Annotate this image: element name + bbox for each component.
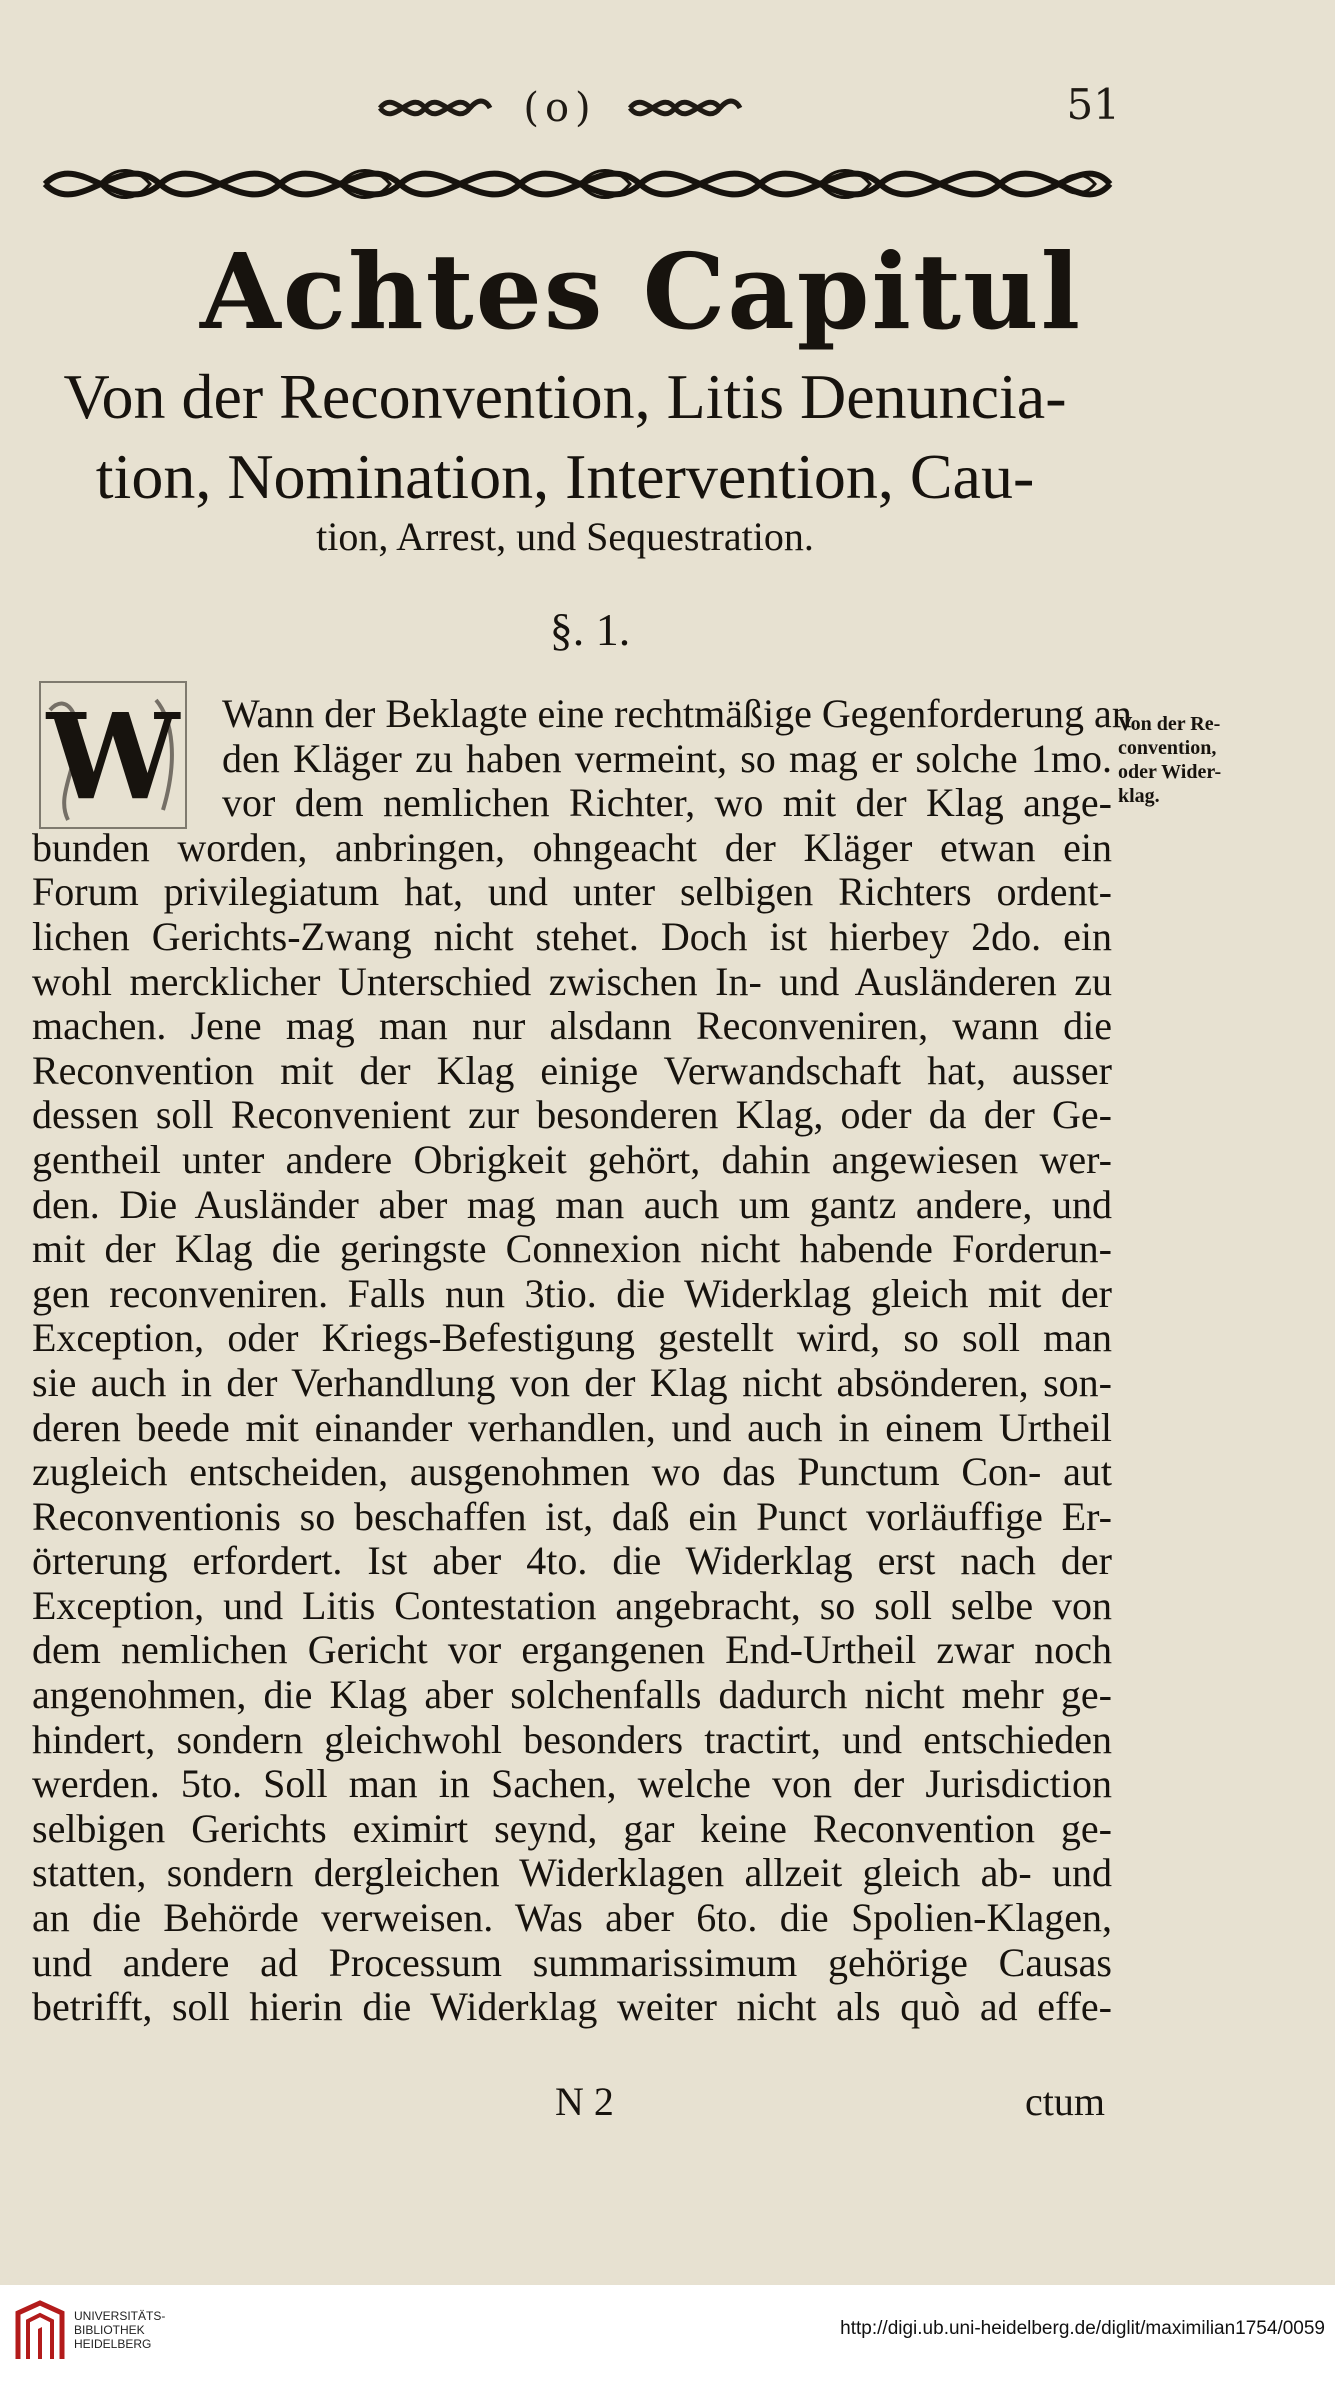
body-line: wohl mercklicher Unterschied zwischen In- und Ausländeren zu — [32, 958, 1112, 1004]
body-line: Exception, und Litis Contestation angebracht, so soll selbe von — [32, 1582, 1112, 1628]
body-line: dem nemlichen Gericht vor ergangenen End-Urtheil zwar noch — [32, 1627, 1112, 1673]
body-line: Exception, oder Kriegs-Befestigung gestellt wird, so soll man — [32, 1315, 1112, 1361]
body-line: örterung erfordert. Ist aber 4to. die Widerklag erst nach der — [32, 1538, 1112, 1584]
body-line: hindert, sondern gleichwohl besonders tractirt, und entschieden — [32, 1716, 1112, 1762]
body-line: vor dem nemlichen Richter, wo mit der Klag ange- — [222, 780, 1112, 826]
body-line: bunden worden, anbringen, ohngeacht der Kläger etwan ein — [32, 824, 1112, 870]
chapter-subtitle-line: tion, Nomination, Intervention, Cau- — [95, 441, 1035, 512]
chapter-subtitle-line: tion, Arrest, und Sequestration. — [316, 514, 814, 559]
margin-note-line: convention, — [1118, 737, 1217, 759]
margin-note — [1118, 712, 1268, 808]
body-line: betrifft, soll hierin die Widerklag weiter nicht als quò ad effe- — [32, 1984, 1112, 2030]
ornamental-band — [40, 148, 1115, 220]
body-line: statten, sondern dergleichen Widerklagen allzeit gleich ab- und — [32, 1850, 1112, 1896]
left-head-ornament — [375, 88, 495, 128]
library-name-line: UNIVERSITÄTS- — [74, 2309, 166, 2323]
running-head-mark: (o) — [523, 85, 597, 131]
body-line: werden. 5to. Soll man in Sachen, welche von der Jurisdiction — [32, 1761, 1112, 1807]
body-line: sie auch in der Verhandlung von der Klag nicht absönderen, son- — [32, 1359, 1112, 1405]
page-bottom-marks — [0, 2078, 1335, 2128]
section-mark: §. 1. — [549, 604, 631, 655]
source-url[interactable]: http://digi.ub.uni-heidelberg.de/diglit/maximilian1754/0059 — [840, 2318, 1325, 2339]
signature-mark: N 2 — [555, 2079, 614, 2124]
page-number: 51 — [1066, 80, 1120, 129]
chapter-subtitle-line: Von der Reconvention, Litis Denuncia- — [63, 361, 1067, 432]
body-line: selbigen Gerichts eximirt seynd, gar keine Reconvention ge- — [32, 1805, 1112, 1851]
body-text — [32, 691, 1132, 2030]
body-line: dessen soll Reconvenient zur besonderen Klag, oder da der Ge- — [32, 1092, 1112, 1138]
body-line: gen reconveniren. Falls nun 3tio. die Widerklag gleich mit der — [32, 1270, 1112, 1316]
body-line: zugleich entscheiden, ausgenohmen wo das Punctum Con- aut — [32, 1449, 1112, 1495]
body-line: den. Die Ausländer aber mag man auch um gantz andere, und — [32, 1181, 1112, 1227]
body-line: Reconvention mit der Klag einige Verwandschaft hat, ausser — [32, 1047, 1112, 1093]
library-logo-icon — [12, 2299, 68, 2365]
body-line: Wann der Beklagte eine rechtmäßige Gegenforderung an — [222, 691, 1132, 736]
body-line: den Kläger zu haben vermeint, so mag er solche 1mo. — [222, 735, 1112, 781]
library-name-line: HEIDELBERG — [74, 2337, 152, 2351]
margin-note-line: oder Wider- — [1118, 761, 1222, 783]
body-line: gentheil unter andere Obrigkeit gehört, dahin angewiesen wer- — [32, 1136, 1112, 1182]
body-line: lichen Gerichts-Zwang nicht stehet. Doch ist hierbey 2do. ein — [32, 913, 1112, 959]
running-head — [300, 78, 820, 138]
library-name-line: BIBLIOTHEK — [74, 2323, 145, 2337]
library-name — [74, 2309, 274, 2351]
body-line: mit der Klag die geringste Connexion nicht habende Forderun- — [32, 1226, 1112, 1272]
svg-text:W: W — [46, 687, 180, 826]
body-line: Reconventionis so beschaffen ist, daß ein Punct vorläuffige Er- — [32, 1493, 1112, 1539]
body-line: machen. Jene mag man nur alsdann Reconveniren, wann die — [32, 1003, 1112, 1049]
right-head-ornament — [625, 88, 745, 128]
catchword: ctum — [1025, 2079, 1105, 2124]
body-line: an die Behörde verweisen. Was aber 6to. die Spolien-Klagen, — [32, 1895, 1112, 1941]
body-line: Forum privilegiatum hat, und unter selbigen Richters ordent- — [32, 869, 1112, 915]
viewer-footer — [0, 2285, 1335, 2381]
chapter-title: Achtes Capitul — [200, 230, 1083, 353]
body-line: und andere ad Processum summarissimum gehörige Causas — [32, 1939, 1112, 1985]
margin-note-line: Von der Re- — [1118, 713, 1221, 735]
body-line: deren beede mit einander verhandlen, und auch in einem Urtheil — [32, 1404, 1112, 1450]
body-line: angenohmen, die Klag aber solchenfalls dadurch nicht mehr ge- — [32, 1672, 1112, 1718]
margin-note-line: klag. — [1118, 785, 1160, 807]
